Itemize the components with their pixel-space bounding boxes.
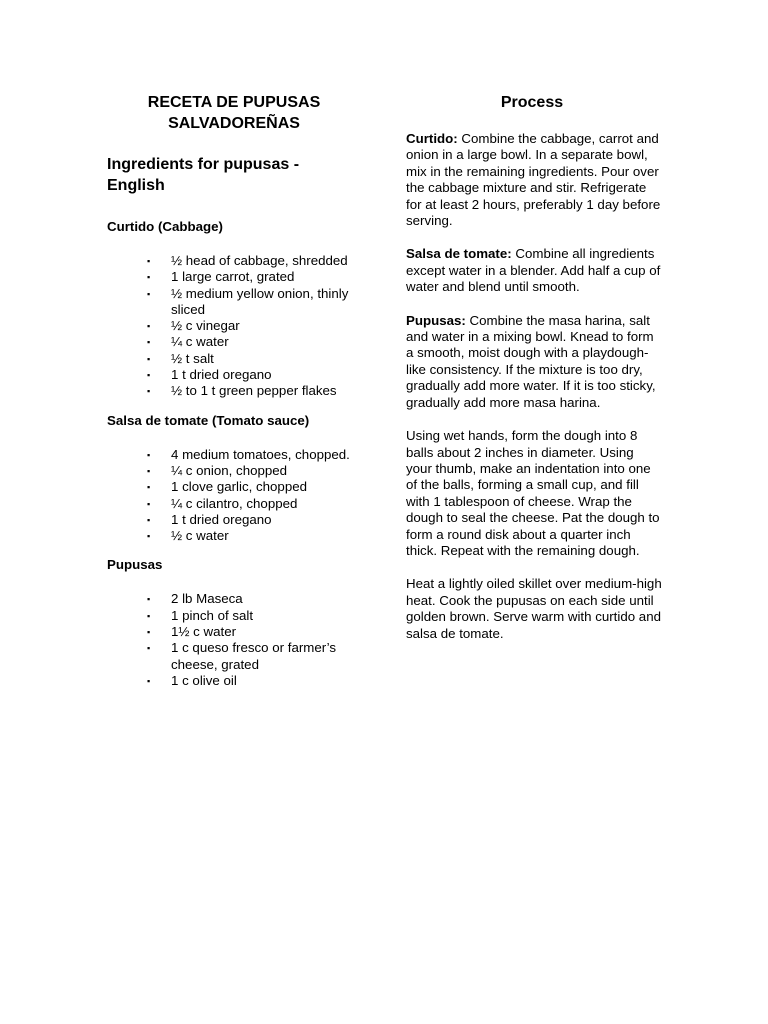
- list-item: [107, 512, 369, 528]
- paragraph-text: Using wet hands, form the dough into 8 balls about 2 inches in diameter. Using your thumb, make an indentation into one of the balls, forming a small cup, and fill with 1 tablespoon of cheese. Wrap the dough to seal the cheese. Pat the dough to form a round disk about a quarter inch thick. Repeat with the remaining dough.: [406, 428, 660, 558]
- list-item: [107, 269, 369, 285]
- bullet-icon: ▪: [147, 594, 151, 605]
- bullet-icon: ▪: [147, 370, 151, 381]
- list-item: [107, 528, 369, 544]
- ingredient-text: 2 lb Maseca: [171, 591, 243, 607]
- paragraph-lead: Pupusas:: [406, 312, 466, 328]
- bullet-icon: ▪: [147, 610, 151, 621]
- ingredient-text: ½ head of cabbage, shredded: [171, 253, 348, 268]
- process-paragraph-shaping: [406, 428, 662, 559]
- ingredient-text: ½ c water: [171, 528, 229, 544]
- paragraph-text: Combine the masa harina, salt and water in a mixing bowl. Knead to form a smooth, moist dough with a playdough-like consistency. If the mixture is too dry, gradually add more water. If it is too sticky, gradually add more masa harina.: [406, 312, 656, 410]
- ingredient-text: ¼ c cilantro, chopped: [171, 495, 298, 511]
- list-item: [107, 496, 369, 512]
- paragraph-lead: Salsa de tomate:: [406, 246, 512, 262]
- bullet-icon: ▪: [147, 465, 151, 476]
- list-item: [107, 479, 369, 495]
- ingredient-text: 1 large carrot, grated: [171, 269, 295, 285]
- list-item: [107, 351, 369, 367]
- curtido-heading: Curtido (Cabbage): [107, 219, 223, 234]
- ingredient-text: 1½ c water: [171, 624, 237, 640]
- list-item: [107, 318, 369, 334]
- process-title: Process: [500, 94, 564, 111]
- bullet-icon: ▪: [147, 514, 151, 525]
- process-column: [406, 92, 662, 642]
- bullet-icon: ▪: [147, 482, 151, 493]
- bullet-icon: ▪: [147, 386, 151, 397]
- ingredient-text: ½ to 1 t green pepper flakes: [171, 383, 337, 399]
- bullet-icon: ▪: [147, 337, 151, 348]
- process-paragraph-salsa: [406, 246, 662, 295]
- pupusas-heading: Pupusas: [107, 557, 163, 573]
- ingredient-text: 1 clove garlic, chopped: [171, 479, 308, 495]
- list-item: [107, 608, 369, 624]
- process-paragraph-cooking: [406, 576, 662, 642]
- process-paragraph-curtido: [406, 131, 662, 229]
- ingredient-text: 1 t dried oregano: [171, 511, 272, 527]
- bullet-icon: ▪: [147, 531, 151, 542]
- salsa-heading: Salsa de tomate (Tomato sauce): [107, 412, 310, 428]
- bullet-icon: ▪: [147, 272, 151, 283]
- paragraph-text: Heat a lightly oiled skillet over medium-high heat. Cook the pupusas on each side until golden brown. Serve warm with curtido and salsa de tomate.: [406, 576, 662, 641]
- paragraph-lead: Curtido:: [406, 131, 458, 146]
- ingredient-text: 1 c olive oil: [171, 672, 237, 688]
- paragraph-text: Combine all ingredients except water in a blender. Add half a cup of water and blend until smooth.: [406, 246, 661, 295]
- ingredient-text: ¼ c onion, chopped: [171, 462, 288, 478]
- ingredient-text: ¼ c water: [171, 334, 229, 350]
- recipe-title: RECETA DE PUPUSAS SALVADOREÑAS: [147, 94, 321, 132]
- salsa-ingredient-list: [107, 447, 369, 545]
- ingredient-text: ½ c vinegar: [171, 318, 240, 334]
- list-item: [107, 253, 369, 269]
- ingredient-text: 4 medium tomatoes, chopped.: [171, 446, 350, 462]
- list-item: [107, 591, 369, 607]
- curtido-ingredient-list: [107, 253, 369, 400]
- bullet-icon: ▪: [147, 288, 151, 299]
- ingredients-column: [107, 92, 369, 689]
- ingredient-text: 1 pinch of salt: [171, 607, 254, 623]
- list-item: [107, 463, 369, 479]
- bullet-icon: ▪: [147, 256, 151, 266]
- bullet-icon: ▪: [147, 643, 151, 654]
- list-item: [107, 286, 369, 319]
- pupusas-ingredient-list: [107, 591, 369, 689]
- bullet-icon: ▪: [147, 498, 151, 509]
- ingredient-text: 1 t dried oregano: [171, 367, 272, 383]
- bullet-icon: ▪: [147, 321, 151, 332]
- list-item: [107, 640, 369, 673]
- bullet-icon: ▪: [147, 627, 151, 638]
- ingredient-text: ½ medium yellow onion, thinly sliced: [171, 285, 349, 317]
- list-item: [107, 334, 369, 350]
- list-item: [107, 447, 369, 463]
- list-item: [107, 383, 369, 399]
- list-item: [107, 673, 369, 689]
- ingredient-text: 1 c queso fresco or farmer’s cheese, grated: [171, 640, 337, 672]
- paragraph-text: Combine the cabbage, carrot and onion in a large bowl. In a separate bowl, mix in the remaining ingredients. Pour over the cabbage mixture and stir. Refrigerate for at least 2 hours, preferably 1 day before serving.: [406, 131, 661, 229]
- ingredients-heading: Ingredients for pupusas - English: [107, 156, 300, 194]
- bullet-icon: ▪: [147, 353, 151, 364]
- bullet-icon: ▪: [147, 675, 151, 686]
- list-item: [107, 367, 369, 383]
- list-item: [107, 624, 369, 640]
- bullet-icon: ▪: [147, 449, 151, 460]
- ingredient-text: ½ t salt: [171, 350, 214, 366]
- process-paragraph-pupusas: [406, 313, 662, 411]
